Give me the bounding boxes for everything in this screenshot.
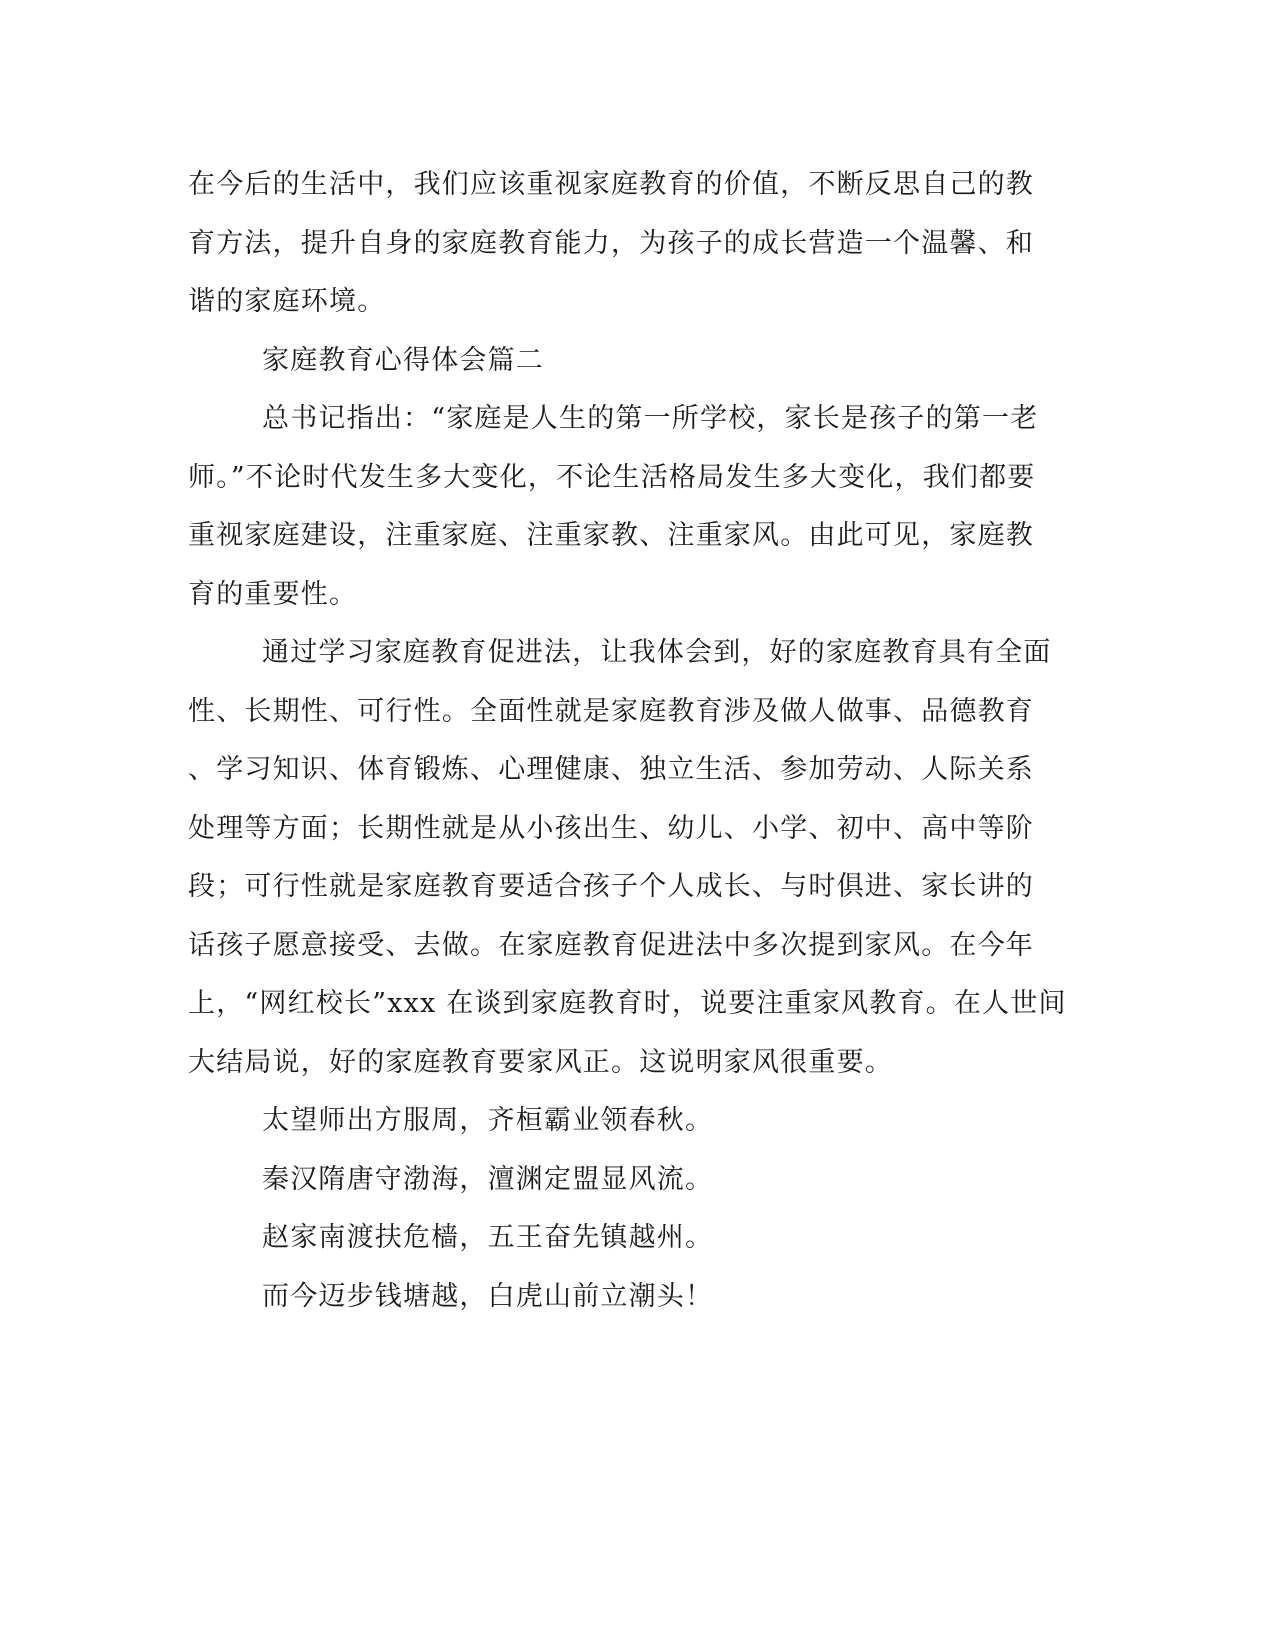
paragraph-line: 总书记指出：“家庭是人生的第一所学校，家长是孩子的第一老 [262,403,1039,434]
paragraph-line: 在今后的生活中，我们应该重视家庭教育的价值，不断反思自己的教 [188,169,1034,200]
poem-line: 秦汉隋唐守渤海，澶渊定盟显风流。 [262,1164,714,1195]
paragraph-line: 通过学习家庭教育促进法，让我体会到，好的家庭教育具有全面 [262,637,1052,668]
paragraph-line: 处理等方面；长期性就是从小孩出生、幼儿、小学、初中、高中等阶 [188,813,1034,844]
paragraph-line: 段；可行性就是家庭教育要适合孩子个人成长、与时俱进、家长讲的 [188,871,1034,902]
paragraph-line: 、学习知识、体育锻炼、心理健康、独立生活、参加劳动、人际关系 [188,754,1034,785]
poem-line: 赵家南渡扶危樯，五王奋先镇越州。 [262,1222,714,1253]
paragraph-line: 育的重要性。 [188,579,358,610]
paragraph-line: 重视家庭建设，注重家庭、注重家教、注重家风。由此可见，家庭教 [188,520,1034,551]
paragraph-line: 师。”不论时代发生多大变化，不论生活格局发生多大变化，我们都要 [188,462,1036,493]
paragraph-line: 话孩子愿意接受、去做。在家庭教育促进法中多次提到家风。在今年 [188,930,1034,961]
paragraph-line: 上，“网红校长”xxx 在谈到家庭教育时，说要注重家风教育。在人世间 [188,988,1067,1019]
paragraph-line: 育方法，提升自身的家庭教育能力，为孩子的成长营造一个温馨、和 [188,228,1034,259]
paragraph-line: 大结局说，好的家庭教育要家风正。这说明家风很重要。 [188,1047,893,1078]
section-heading: 家庭教育心得体会篇二 [262,345,544,376]
paragraph-line: 谐的家庭环境。 [188,286,386,317]
poem-line: 太望师出方服周，齐桓霸业领春秋。 [262,1105,714,1136]
paragraph-line: 性、长期性、可行性。全面性就是家庭教育涉及做人做事、品德教育 [188,696,1034,727]
poem-line: 而今迈步钱塘越，白虎山前立潮头！ [262,1281,714,1312]
